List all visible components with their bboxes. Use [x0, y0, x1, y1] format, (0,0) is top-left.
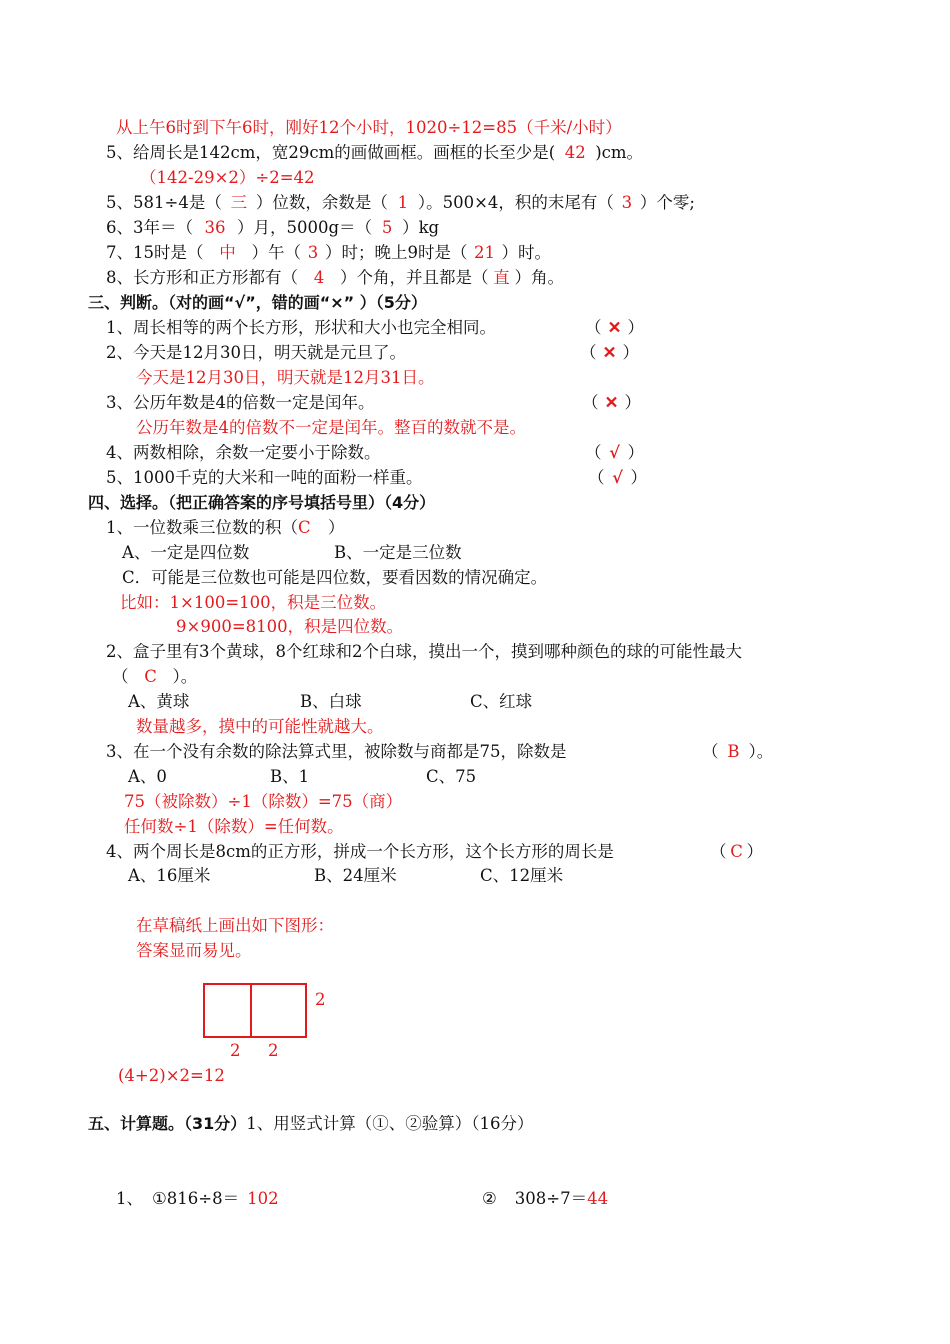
- answer-blank: 36: [204, 218, 226, 237]
- answer-blank: B: [727, 742, 740, 761]
- choice-2-note: 数量越多，摸中的可能性就越大。: [136, 717, 384, 736]
- answer-blank: 5: [381, 218, 393, 237]
- judge-answer-2: （ ✕ ）: [580, 343, 639, 362]
- choice-3-option-c: C、75: [426, 767, 477, 786]
- judge-item-4: 4、两数相除，余数一定要小于除数。: [106, 443, 381, 462]
- choice-3-option-b: B、1: [270, 767, 310, 786]
- fill-item-6: 6、3年＝（ 36 ）月，5000g＝（ 5 ）kg: [106, 218, 440, 237]
- choice-1-option-a: A、一定是四位数: [122, 543, 250, 562]
- figure-side-label: 2: [315, 990, 326, 1009]
- cross-mark-icon: ✕: [604, 393, 619, 412]
- answer-blank: 中: [219, 243, 236, 262]
- choice-4-option-b: B、24厘米: [314, 866, 397, 885]
- choice-3-option-a: A、0: [128, 767, 167, 786]
- choice-1-note-a: 比如：1×100=100，积是三位数。: [120, 593, 387, 612]
- choice-2-option-a: A、黄球: [128, 692, 190, 711]
- judge-item-3: 3、公历年数是4的倍数一定是闰年。: [106, 393, 375, 412]
- judge-note-2: 今天是12月30日，明天就是12月31日。: [136, 368, 435, 387]
- choice-item-3: 3、在一个没有余数的除法算式里，被除数与商都是75，除数是: [106, 742, 567, 761]
- answer-blank: C: [144, 667, 157, 686]
- figure-bottom-label-1: 2: [230, 1041, 241, 1060]
- answer-blank: 三: [230, 193, 248, 212]
- judge-answer-5: （ √ ）: [588, 468, 647, 487]
- choice-item-4: 4、两个周长是8cm的正方形，拼成一个长方形，这个长方形的周长是: [106, 842, 614, 861]
- fill-item-5-frame: 5、给周长是142cm，宽29cm的画做画框。画框的长至少是( 42 )cm。: [106, 143, 644, 162]
- answer-blank: 直: [493, 268, 510, 287]
- check-mark-icon: √: [609, 443, 620, 462]
- answer-blank: 21: [474, 243, 495, 262]
- note-speed-calc: 从上午6时到下午6时，刚好12个小时，1020÷12=85（千米/小时）: [116, 118, 622, 137]
- choice-4-note-a: 在草稿纸上画出如下图形：: [136, 916, 334, 935]
- answer-blank: 102: [247, 1189, 279, 1208]
- fill-item-7: 7、15时是（ 中 ）午（ 3 ）时；晚上9时是（ 21 ）时。: [106, 243, 551, 262]
- answer-blank: 3: [621, 193, 633, 212]
- answer-blank: 3: [307, 243, 319, 262]
- choice-2-answer: （ C ）。: [112, 667, 198, 686]
- choice-3-answer: （ B ）。: [702, 742, 774, 761]
- judge-note-3: 公历年数是4的倍数不一定是闰年。整百的数就不是。: [136, 418, 526, 437]
- check-mark-icon: √: [612, 468, 623, 487]
- judge-answer-4: （ √ ）: [585, 443, 644, 462]
- note-frame-calc: （142-29×2）÷2=42: [140, 168, 315, 187]
- choice-4-option-a: A、16厘米: [128, 866, 211, 885]
- choice-1-option-b: B、一定是三位数: [334, 543, 462, 562]
- section-4-heading: 四、选择。（把正确答案的序号填括号里）（4分）: [88, 493, 436, 512]
- figure-bottom-label-2: 2: [268, 1041, 279, 1060]
- judge-item-5: 5、1000千克的大米和一吨的面粉一样重。: [106, 468, 423, 487]
- choice-3-note-a: 75（被除数）÷1（除数）=75（商）: [124, 792, 403, 811]
- answer-blank: 4: [313, 268, 325, 287]
- cross-mark-icon: ✕: [602, 343, 617, 362]
- answer-blank: 42: [564, 143, 586, 162]
- answer-blank: 44: [587, 1189, 609, 1208]
- choice-item-2: 2、盒子里有3个黄球，8个红球和2个白球，摸出一个，摸到哪种颜色的球的可能性最大: [106, 642, 742, 661]
- judge-item-2: 2、今天是12月30日，明天就是元旦了。: [106, 343, 406, 362]
- choice-2-option-b: B、白球: [300, 692, 362, 711]
- fill-item-5-division: 5、581÷4是（ 三 ）位数，余数是（ 1 ）。500×4，积的末尾有（ 3 ）个零;: [106, 193, 695, 212]
- calc-item-1: ①816÷8＝ 102: [152, 1189, 279, 1208]
- cross-mark-icon: ✕: [607, 318, 622, 337]
- fill-item-8: 8、长方形和正方形都有（ 4 ）个角，并且都是（ 直 ）角。: [106, 268, 564, 287]
- answer-blank: C: [730, 842, 743, 861]
- choice-4-option-c: C、12厘米: [480, 866, 564, 885]
- choice-4-note-calc: (4+2)×2=12: [118, 1066, 225, 1085]
- calc-item-2: ② 308÷7＝44: [482, 1189, 609, 1208]
- section-3-heading: 三、判断。（对的画“√”，错的画“×” ）（5分）: [88, 293, 427, 312]
- choice-1-option-c: C．可能是三位数也可能是四位数，要看因数的情况确定。: [122, 568, 548, 587]
- choice-4-note-b: 答案显而易见。: [136, 941, 252, 960]
- section-5-heading: 五、计算题。（31分）1、用竖式计算（①、②验算）（16分）: [88, 1114, 534, 1133]
- answer-blank: C: [298, 518, 311, 537]
- answer-blank: 1: [397, 193, 409, 212]
- choice-4-answer: （ C ）: [710, 842, 763, 861]
- calc-row-label: 1、: [116, 1189, 143, 1208]
- choice-3-note-b: 任何数÷1（除数）=任何数。: [124, 817, 344, 836]
- choice-1-note-b: 9×900=8100，积是四位数。: [176, 617, 404, 636]
- choice-2-option-c: C、红球: [470, 692, 533, 711]
- choice-item-1: 1、一位数乘三位数的积（C ）: [106, 518, 345, 537]
- judge-item-1: 1、周长相等的两个长方形，形状和大小也完全相同。: [106, 318, 496, 337]
- judge-answer-3: （ ✕ ）: [582, 393, 641, 412]
- judge-answer-1: （ ✕ ）: [585, 318, 644, 337]
- rectangle-outline: [204, 984, 306, 1037]
